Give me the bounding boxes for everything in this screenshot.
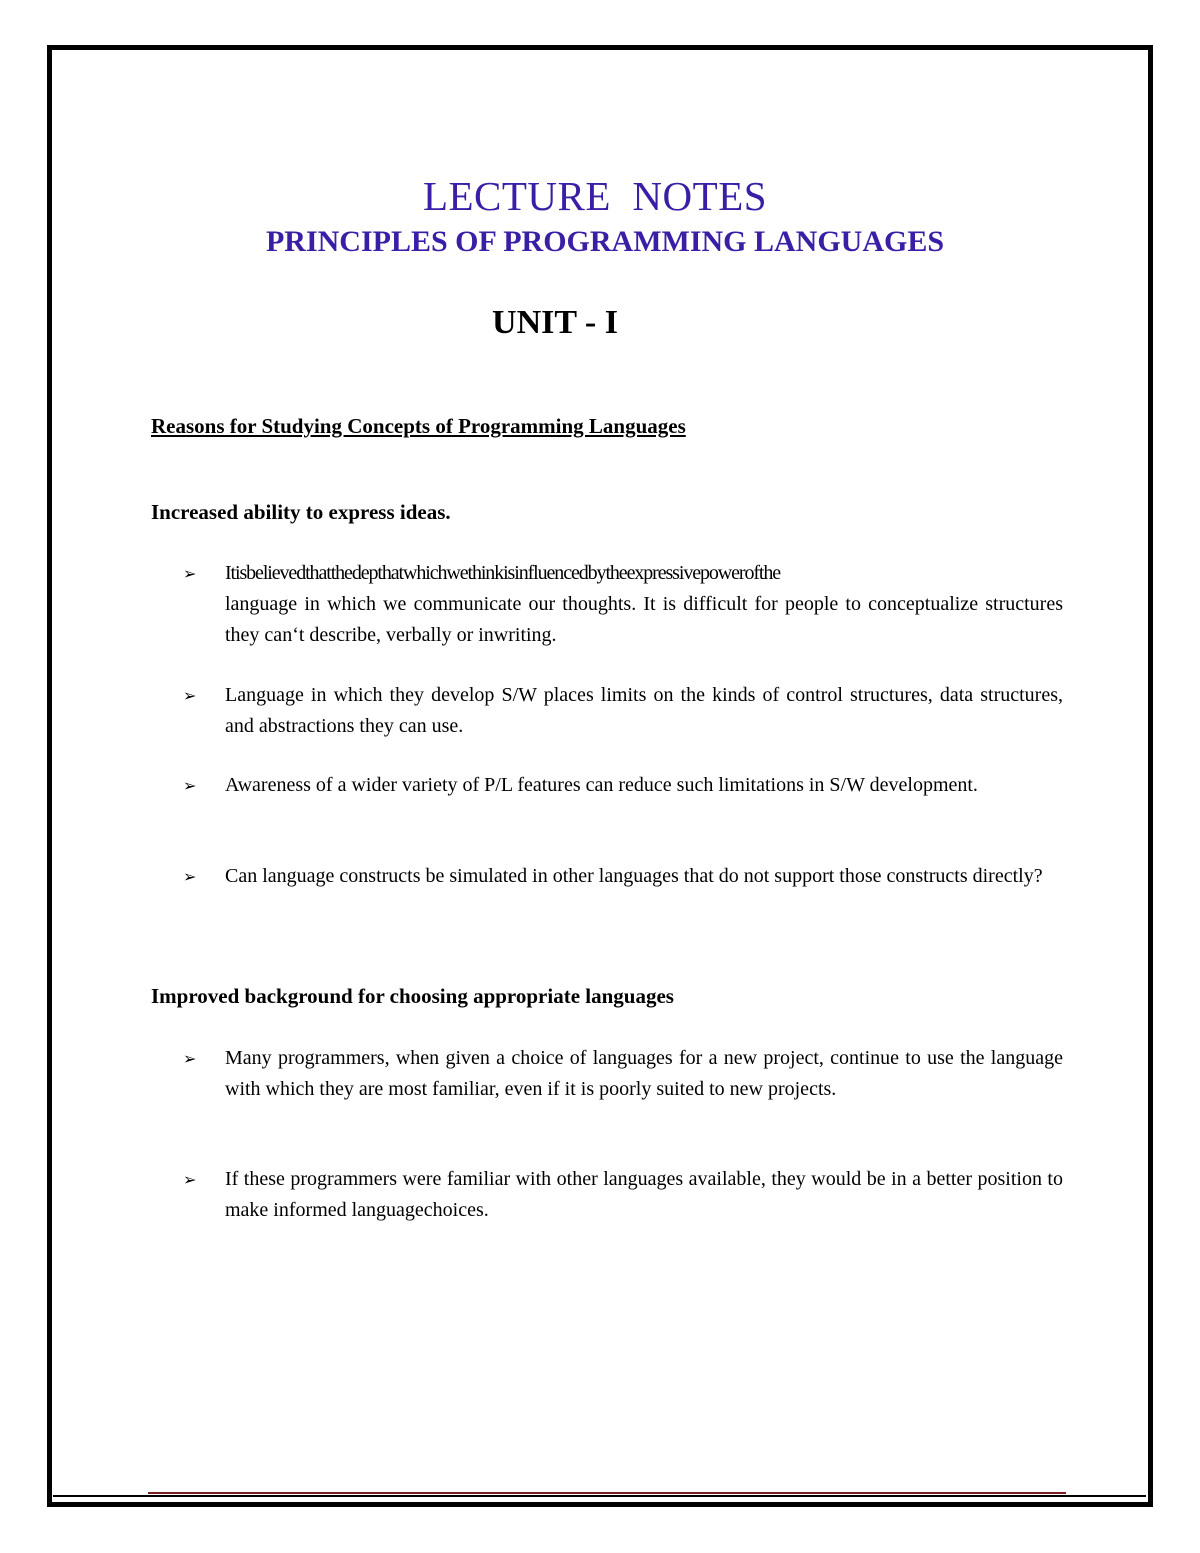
bullet-item <box>183 558 1063 651</box>
bullet-text: If these programmers were familiar with other languages available, they would be in a better position to make informed languagechoices. <box>225 1168 1063 1221</box>
document-title: LECTURE NOTES <box>422 173 768 219</box>
bullet-text: Language in which they develop S/W places limits on the kinds of control structures, data structures, and abstractions they can use. <box>225 684 1063 737</box>
bullet-item <box>183 770 1063 801</box>
unit-heading: UNIT - I <box>492 304 618 341</box>
arrowhead-bullet-icon: ➢ <box>183 1049 197 1068</box>
bullet-item <box>183 1164 1063 1226</box>
arrowhead-bullet-icon: ➢ <box>183 686 197 705</box>
arrowhead-bullet-icon: ➢ <box>183 564 197 583</box>
bullet-item <box>183 861 1063 892</box>
subheading-choosing-languages: Improved background for choosing appropriate languages <box>151 984 674 1008</box>
arrowhead-bullet-icon: ➢ <box>183 776 197 795</box>
footer-accent-rule <box>148 1492 1066 1494</box>
section-heading: Reasons for Studying Concepts of Programming Languages <box>151 414 686 438</box>
bullet-text: language in which we communicate our thoughts. It is difficult for people to conceptualize structures they can‘t describe, verbally or inwriting. <box>225 593 1063 646</box>
arrowhead-bullet-icon: ➢ <box>183 1170 197 1189</box>
bullet-item <box>183 680 1063 742</box>
bullet-text: Can language constructs be simulated in other languages that do not support those constructs directly? <box>225 865 1043 887</box>
bullet-first-line: Itisbelievedthatthedepthatwhichwethinkisinfluencedbytheexpressivepowerofthe <box>225 562 781 584</box>
bullet-text: Awareness of a wider variety of P/L features can reduce such limitations in S/W development. <box>225 774 978 796</box>
bullet-item <box>183 1043 1063 1105</box>
document-subtitle: PRINCIPLES OF PROGRAMMING LANGUAGES <box>265 225 945 258</box>
arrowhead-bullet-icon: ➢ <box>183 867 197 886</box>
bullet-text: Many programmers, when given a choice of languages for a new project, continue to use the language with which they are most familiar, even if it is poorly suited to new projects. <box>225 1047 1063 1100</box>
footer-rule <box>53 1495 1146 1497</box>
subheading-express-ideas: Increased ability to express ideas. <box>151 500 451 524</box>
